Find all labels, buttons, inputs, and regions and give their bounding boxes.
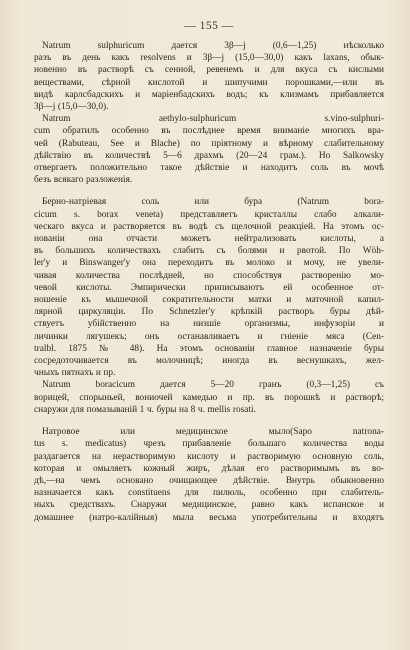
- text-line: назначается какъ constituens для пилюль, особенно при слабитель-: [34, 488, 384, 499]
- text-line: ворицей, спорыньей, вониочей камедью и пр. въ порошкѣ и растворѣ;: [34, 392, 384, 403]
- text-line: которая и омыляетъ кожный жиръ, дѣлая его растворимымъ въ во-: [34, 463, 384, 474]
- text-line: разъ въ день какъ resolvens и 3β—j (15,0—30,0) какъ laxans, обык-: [34, 53, 384, 64]
- text-line: Берно-натріевая соль или бура (Natrum bora-: [42, 197, 384, 208]
- text-line: сосредоточивается въ молочницѣ; иногда въ веснушкахъ, жел-: [34, 356, 384, 367]
- text-line: ныхъ средствахъ. Снаружи медицинское, равно какъ испанское и: [34, 500, 384, 511]
- text-line: дѣйствію въ количествѣ 5—6 драхмъ (20—24 грам.). Но Salkowsky: [34, 150, 384, 161]
- text-line: отвергаетъ положительно такое дѣйствіе и находитъ соль въ мочѣ: [34, 163, 384, 174]
- text-line: cicum s. borax veneta) представляетъ кристаллы слабо алкали-: [34, 209, 384, 220]
- text-line: веществами, сѣрной кислотой и шипучими порошками,—или въ: [34, 77, 384, 88]
- text-line: чныхъ пятнахъ и пр.: [34, 368, 116, 379]
- text-line: лярной циркуляціи. По Schnetzler'y крѣпкій растворъ буры дѣй-: [34, 307, 384, 318]
- text-line: Natrum boracicum дается 5—20 гранъ (0,3—1,25) съ: [42, 380, 384, 391]
- text-line: tralbl. 1875 № 48). На этомъ основаніи главное назначеніе буры: [34, 343, 384, 354]
- text-line: ношеніе къ мышечной сократительности матки и маточной капил-: [34, 295, 384, 306]
- text-line: въ большихъ количествахъ слабить съ болями и рвотой. По Wöh-: [34, 246, 384, 257]
- text-line: безъ всякаго разложенія.: [34, 175, 133, 186]
- text-line: домашнее (натро-калійныя) мыла весьма употребительны и входятъ: [34, 512, 384, 523]
- section-gap: [34, 416, 384, 426]
- text-line: ler'y и Binswanger'y она переходитъ въ молоко и мочу, не увели-: [34, 258, 384, 269]
- text-line: ческаго вкуса и растворяется въ водѣ съ щелочной реакціей. На этомъ ос-: [34, 221, 384, 232]
- text-line: новенно въ растворѣ съ сенной, ревенемъ и для вкуса съ кислыми: [34, 65, 384, 76]
- paragraph-borax: [34, 196, 384, 379]
- text-line: дѣ,—на чемъ основано очищающее дѣйствіе. Внутрь обыкновенно: [34, 475, 384, 486]
- section-gap: [34, 186, 384, 196]
- text-line: видѣ карлсбадскихъ и маріенбадскихъ водъ; къ клизмамъ прибавляется: [34, 89, 384, 100]
- text-line: чевой кислоты. Эмпирически приписываютъ ей особенное от-: [34, 282, 384, 293]
- text-line: Натровое или медицинское мыло(Sapo natrona-: [42, 427, 384, 438]
- text-line: tus s. medicatus) чрезъ прибавленіе большаго количества воды: [34, 439, 384, 450]
- text-line: Natrum aethylo-sulphuricum s.vino-sulphuri-: [42, 114, 384, 125]
- paragraph-natrum-aethylo: [34, 113, 384, 186]
- text-line: раздагается на нерастворимую кислоту и растворимую основную соль,: [34, 451, 384, 462]
- text-line: ствуетъ убійственно на низшіе организмы, инфузоріи и: [34, 319, 384, 330]
- text-line: чивая количества послѣдней, но способствуя растворенію мо-: [34, 270, 384, 281]
- text-line: нованіи она отчасти можетъ нейтрализовать кислоты, а: [34, 234, 384, 245]
- paragraph-natrum-boracicum: [34, 379, 384, 416]
- paragraph-sapo: [34, 426, 384, 524]
- paragraph-natrum-sulphuricum: [34, 40, 384, 113]
- text-line: 3β—j (15,0—30,0).: [34, 102, 109, 113]
- text-line: cum обратилъ особенно въ послѣднее время вниманіе многихъ вра-: [34, 126, 384, 137]
- text-line: личинки лягушекъ; онъ останавливаетъ и гніеніе мяса (Cen-: [34, 331, 384, 342]
- text-line: снаружи для помазываній 1 ч. буры на 8 ч. mellis rosati.: [34, 404, 256, 415]
- text-line: чей (Rabuteau, See и Blache) по пріятному и вѣрному слабительному: [34, 138, 384, 149]
- page-number: — 155 —: [184, 20, 234, 32]
- text-line: Natrum sulphuricum дается 3β—j (0,6—1,25) нѣсколько: [42, 41, 384, 51]
